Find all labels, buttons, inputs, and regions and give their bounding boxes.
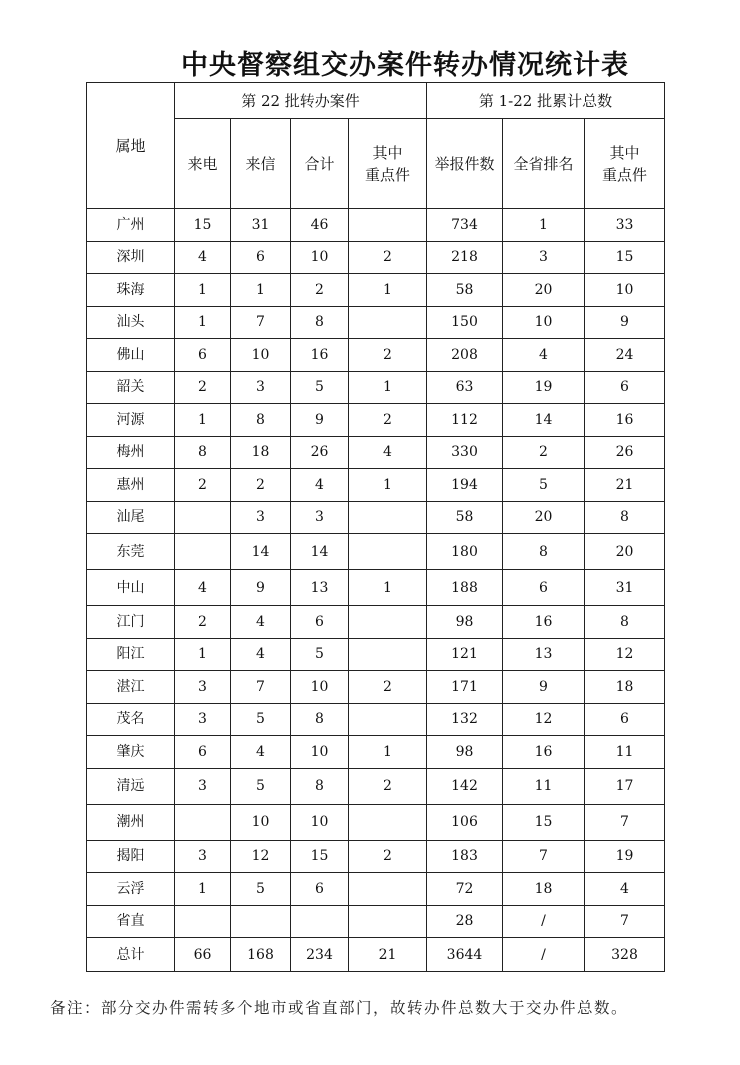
cell-phone: 4 xyxy=(175,241,231,274)
cell-key-cum: 16 xyxy=(585,404,665,437)
cell-subtotal: 6 xyxy=(291,606,349,639)
cell-region: 惠州 xyxy=(87,469,175,502)
cell-region: 江门 xyxy=(87,606,175,639)
table-row xyxy=(87,534,665,570)
cell-phone: 1 xyxy=(175,274,231,307)
cell-subtotal: 10 xyxy=(291,241,349,274)
cell-reports: 194 xyxy=(427,469,503,502)
table-body xyxy=(87,209,665,972)
cell-key-cum: 33 xyxy=(585,209,665,242)
header-letter: 来信 xyxy=(231,119,291,209)
cell-phone: 1 xyxy=(175,404,231,437)
table-row xyxy=(87,638,665,671)
cell-letter: 7 xyxy=(231,306,291,339)
cell-reports: 218 xyxy=(427,241,503,274)
table-row xyxy=(87,404,665,437)
cell-region: 省直 xyxy=(87,905,175,938)
total-rank: / xyxy=(503,938,585,972)
cell-key xyxy=(349,638,427,671)
cell-key: 2 xyxy=(349,339,427,372)
cell-key-cum: 17 xyxy=(585,768,665,804)
page-title: 中央督察组交办案件转办情况统计表 xyxy=(181,50,629,81)
cell-rank: 7 xyxy=(503,840,585,873)
cell-reports: 112 xyxy=(427,404,503,437)
cell-key xyxy=(349,534,427,570)
cell-key-cum: 10 xyxy=(585,274,665,307)
table-row xyxy=(87,905,665,938)
cell-letter: 7 xyxy=(231,671,291,704)
cell-region: 深圳 xyxy=(87,241,175,274)
total-reports: 3644 xyxy=(427,938,503,972)
cell-rank: 9 xyxy=(503,671,585,704)
cell-key xyxy=(349,703,427,736)
cell-rank: 13 xyxy=(503,638,585,671)
cell-key xyxy=(349,209,427,242)
header-phone: 来电 xyxy=(175,119,231,209)
cell-key: 1 xyxy=(349,371,427,404)
cell-letter: 4 xyxy=(231,736,291,769)
cell-key-cum: 24 xyxy=(585,339,665,372)
cell-key xyxy=(349,501,427,534)
header-key-line2: 重点件 xyxy=(364,165,410,184)
cell-letter: 12 xyxy=(231,840,291,873)
cell-subtotal: 5 xyxy=(291,638,349,671)
table-row xyxy=(87,873,665,906)
cell-reports: 121 xyxy=(427,638,503,671)
table-row xyxy=(87,570,665,606)
cell-key-cum: 31 xyxy=(585,570,665,606)
header-province-rank: 全省排名 xyxy=(503,119,585,209)
cell-rank: 20 xyxy=(503,274,585,307)
cell-reports: 58 xyxy=(427,274,503,307)
cell-rank: 11 xyxy=(503,768,585,804)
cell-reports: 142 xyxy=(427,768,503,804)
cell-region: 中山 xyxy=(87,570,175,606)
table-row xyxy=(87,469,665,502)
table-row xyxy=(87,339,665,372)
table-row xyxy=(87,209,665,242)
cell-key-cum: 8 xyxy=(585,606,665,639)
cell-letter: 2 xyxy=(231,469,291,502)
cell-key-cum: 9 xyxy=(585,306,665,339)
cell-key-cum: 11 xyxy=(585,736,665,769)
cell-rank: 16 xyxy=(503,736,585,769)
cell-subtotal: 16 xyxy=(291,339,349,372)
cell-letter: 3 xyxy=(231,371,291,404)
cell-reports: 208 xyxy=(427,339,503,372)
cell-rank: 18 xyxy=(503,873,585,906)
cell-key xyxy=(349,606,427,639)
cell-phone: 1 xyxy=(175,638,231,671)
header-key2-line1: 其中 xyxy=(609,143,640,162)
cell-phone: 3 xyxy=(175,703,231,736)
cell-key xyxy=(349,804,427,840)
total-phone: 66 xyxy=(175,938,231,972)
cell-key: 1 xyxy=(349,469,427,502)
cell-phone xyxy=(175,905,231,938)
cell-rank: 16 xyxy=(503,606,585,639)
cell-key-cum: 4 xyxy=(585,873,665,906)
table-row xyxy=(87,501,665,534)
cell-key: 4 xyxy=(349,436,427,469)
cell-region: 韶关 xyxy=(87,371,175,404)
cell-phone: 1 xyxy=(175,306,231,339)
cell-phone: 4 xyxy=(175,570,231,606)
cell-region: 河源 xyxy=(87,404,175,437)
cell-key-cum: 8 xyxy=(585,501,665,534)
table-row xyxy=(87,306,665,339)
cell-letter: 4 xyxy=(231,638,291,671)
cell-phone: 8 xyxy=(175,436,231,469)
cell-key: 1 xyxy=(349,570,427,606)
cell-phone: 6 xyxy=(175,339,231,372)
cell-subtotal: 8 xyxy=(291,306,349,339)
cell-key: 2 xyxy=(349,768,427,804)
cell-rank: 3 xyxy=(503,241,585,274)
cell-key-cum: 21 xyxy=(585,469,665,502)
cell-key xyxy=(349,905,427,938)
cell-rank: 2 xyxy=(503,436,585,469)
cell-letter: 31 xyxy=(231,209,291,242)
table-row xyxy=(87,804,665,840)
cell-key-cum: 26 xyxy=(585,436,665,469)
cell-subtotal: 10 xyxy=(291,736,349,769)
cell-rank: 1 xyxy=(503,209,585,242)
table-row xyxy=(87,768,665,804)
cell-region: 珠海 xyxy=(87,274,175,307)
cell-region: 广州 xyxy=(87,209,175,242)
cell-reports: 171 xyxy=(427,671,503,704)
table-row xyxy=(87,671,665,704)
total-region: 总计 xyxy=(87,938,175,972)
cell-reports: 188 xyxy=(427,570,503,606)
cell-subtotal: 15 xyxy=(291,840,349,873)
header-group-batch: 第 22 批转办案件 xyxy=(175,83,427,119)
cell-phone xyxy=(175,501,231,534)
table-row xyxy=(87,371,665,404)
cell-key: 2 xyxy=(349,241,427,274)
cell-letter: 18 xyxy=(231,436,291,469)
cell-key-cum: 6 xyxy=(585,371,665,404)
cell-rank: 6 xyxy=(503,570,585,606)
cell-subtotal: 8 xyxy=(291,768,349,804)
cell-rank: 8 xyxy=(503,534,585,570)
cell-reports: 183 xyxy=(427,840,503,873)
cell-letter: 8 xyxy=(231,404,291,437)
cell-rank: 20 xyxy=(503,501,585,534)
table-header xyxy=(87,83,665,209)
cell-phone: 3 xyxy=(175,768,231,804)
cell-subtotal: 5 xyxy=(291,371,349,404)
cell-letter: 5 xyxy=(231,703,291,736)
header-group-cumulative: 第 1-22 批累计总数 xyxy=(427,83,665,119)
cell-key-cum: 7 xyxy=(585,804,665,840)
cell-phone: 2 xyxy=(175,469,231,502)
cell-reports: 150 xyxy=(427,306,503,339)
cell-key-cum: 7 xyxy=(585,905,665,938)
cell-letter: 9 xyxy=(231,570,291,606)
cell-key-cum: 12 xyxy=(585,638,665,671)
cell-key: 2 xyxy=(349,840,427,873)
cell-rank: 15 xyxy=(503,804,585,840)
total-subtotal: 234 xyxy=(291,938,349,972)
cell-key-cum: 19 xyxy=(585,840,665,873)
cell-letter: 10 xyxy=(231,804,291,840)
cell-rank: 5 xyxy=(503,469,585,502)
cell-rank: 4 xyxy=(503,339,585,372)
cell-region: 云浮 xyxy=(87,873,175,906)
cell-region: 湛江 xyxy=(87,671,175,704)
cell-reports: 72 xyxy=(427,873,503,906)
cell-subtotal: 26 xyxy=(291,436,349,469)
cell-rank: 19 xyxy=(503,371,585,404)
cell-subtotal: 10 xyxy=(291,804,349,840)
cell-letter: 6 xyxy=(231,241,291,274)
cell-letter: 4 xyxy=(231,606,291,639)
cell-key: 1 xyxy=(349,274,427,307)
cell-rank: 10 xyxy=(503,306,585,339)
cell-letter: 5 xyxy=(231,873,291,906)
cell-phone: 1 xyxy=(175,873,231,906)
cell-key-cum: 6 xyxy=(585,703,665,736)
header-key-cases xyxy=(349,119,427,209)
cell-key: 2 xyxy=(349,404,427,437)
header-key-cumulative xyxy=(585,119,665,209)
cell-rank: 12 xyxy=(503,703,585,736)
cell-letter: 10 xyxy=(231,339,291,372)
cell-region: 茂名 xyxy=(87,703,175,736)
cell-phone: 15 xyxy=(175,209,231,242)
table-row xyxy=(87,840,665,873)
cell-phone: 3 xyxy=(175,671,231,704)
cell-region: 揭阳 xyxy=(87,840,175,873)
total-key: 21 xyxy=(349,938,427,972)
cell-reports: 63 xyxy=(427,371,503,404)
cell-subtotal: 8 xyxy=(291,703,349,736)
cell-subtotal: 14 xyxy=(291,534,349,570)
cell-key: 1 xyxy=(349,736,427,769)
cell-phone: 2 xyxy=(175,371,231,404)
cell-key-cum: 15 xyxy=(585,241,665,274)
cell-subtotal: 2 xyxy=(291,274,349,307)
cell-region: 阳江 xyxy=(87,638,175,671)
cell-region: 佛山 xyxy=(87,339,175,372)
table-row xyxy=(87,241,665,274)
table-row xyxy=(87,274,665,307)
cell-reports: 734 xyxy=(427,209,503,242)
cell-subtotal: 9 xyxy=(291,404,349,437)
cell-reports: 330 xyxy=(427,436,503,469)
cell-subtotal: 10 xyxy=(291,671,349,704)
cell-reports: 28 xyxy=(427,905,503,938)
cell-rank: / xyxy=(503,905,585,938)
cell-region: 清远 xyxy=(87,768,175,804)
cell-phone: 2 xyxy=(175,606,231,639)
cell-key-cum: 20 xyxy=(585,534,665,570)
cell-letter: 3 xyxy=(231,501,291,534)
cell-reports: 58 xyxy=(427,501,503,534)
cell-reports: 180 xyxy=(427,534,503,570)
cell-region: 汕尾 xyxy=(87,501,175,534)
cell-region: 东莞 xyxy=(87,534,175,570)
cell-key xyxy=(349,873,427,906)
total-key-cum: 328 xyxy=(585,938,665,972)
header-key-line1: 其中 xyxy=(372,143,403,162)
cell-phone xyxy=(175,534,231,570)
cell-region: 梅州 xyxy=(87,436,175,469)
cell-letter: 1 xyxy=(231,274,291,307)
cell-reports: 132 xyxy=(427,703,503,736)
header-subtotal: 合计 xyxy=(291,119,349,209)
header-report-count: 举报件数 xyxy=(427,119,503,209)
cell-reports: 98 xyxy=(427,606,503,639)
table-row xyxy=(87,703,665,736)
cell-subtotal: 4 xyxy=(291,469,349,502)
statistics-table xyxy=(86,82,665,972)
cell-region: 汕头 xyxy=(87,306,175,339)
header-region: 属地 xyxy=(87,83,175,209)
footnote: 备注：部分交办件需转多个地市或省直部门，故转办件总数大于交办件总数。 xyxy=(50,999,629,1017)
cell-region: 潮州 xyxy=(87,804,175,840)
total-letter: 168 xyxy=(231,938,291,972)
cell-phone: 6 xyxy=(175,736,231,769)
cell-letter xyxy=(231,905,291,938)
cell-subtotal: 6 xyxy=(291,873,349,906)
cell-letter: 5 xyxy=(231,768,291,804)
cell-region: 肇庆 xyxy=(87,736,175,769)
header-key2-line2: 重点件 xyxy=(601,165,647,184)
cell-key: 2 xyxy=(349,671,427,704)
cell-key-cum: 18 xyxy=(585,671,665,704)
cell-reports: 106 xyxy=(427,804,503,840)
table-row xyxy=(87,436,665,469)
cell-phone: 3 xyxy=(175,840,231,873)
cell-subtotal: 13 xyxy=(291,570,349,606)
cell-letter: 14 xyxy=(231,534,291,570)
cell-subtotal xyxy=(291,905,349,938)
cell-reports: 98 xyxy=(427,736,503,769)
table-row xyxy=(87,606,665,639)
cell-phone xyxy=(175,804,231,840)
cell-subtotal: 46 xyxy=(291,209,349,242)
total-row xyxy=(87,938,665,972)
table-row xyxy=(87,736,665,769)
cell-key xyxy=(349,306,427,339)
cell-subtotal: 3 xyxy=(291,501,349,534)
cell-rank: 14 xyxy=(503,404,585,437)
